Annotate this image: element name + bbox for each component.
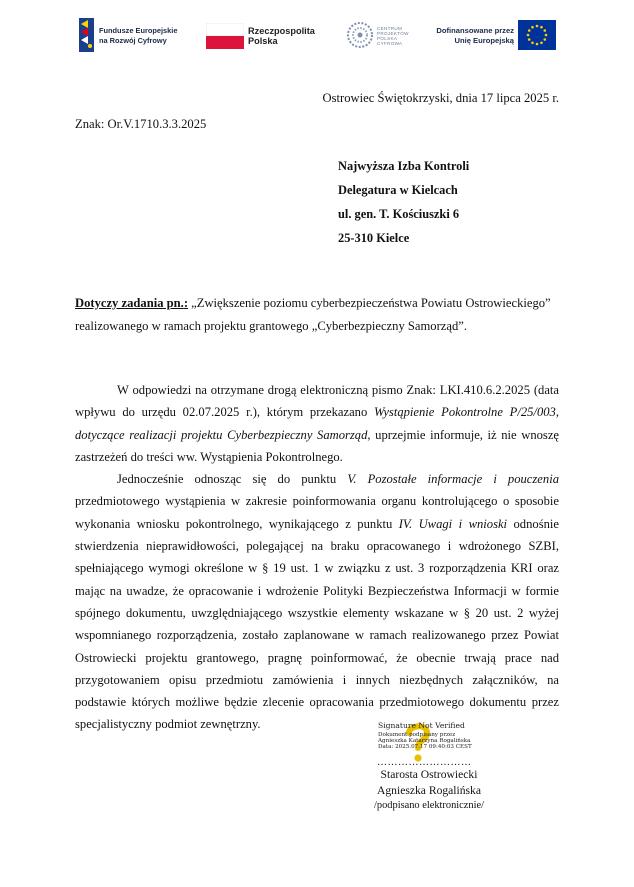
logo-fundusze-europejskie <box>78 16 180 54</box>
logo-unia-europejska <box>434 16 556 54</box>
paragraph-text: , uprzejmie informuje, iż nie wnoszę zastrzeżeń do treści ww. Wystąpienia Pokontrolnego. <box>75 427 560 464</box>
fe-emblem-icon <box>78 16 96 54</box>
eu-star-icon <box>543 29 546 32</box>
paragraph-italic-text: V. Pozostałe informacje i pouczenia <box>347 472 559 487</box>
reference-number: Znak: Or.V.1710.3.3.2025 <box>75 117 207 131</box>
eu-star-icon <box>528 38 531 41</box>
paragraph-1 <box>75 379 559 468</box>
signature-name: Agnieszka Rogalińska <box>377 784 481 797</box>
paragraph-text: W odpowiedzi na otrzymane drogą elektroniczną pismo Znak: LKI.410.6.2.2025 (data wpływu do urzędu 02.07.2025 r.), którym przekazano <box>75 383 559 420</box>
logo-cpp-text: CENTRUM PROJEKTÓW POLSKA CYFROWA <box>377 26 409 46</box>
eu-star-icon <box>527 34 530 37</box>
addressee-line: Najwyższa Izba Kontroli <box>338 159 470 173</box>
signature-note: /podpisano elektronicznie/ <box>374 800 484 811</box>
eu-star-icon <box>531 26 534 29</box>
signature-detail: Data: 2025.07.17 09:40:03 CEST <box>378 744 472 750</box>
eu-star-icon <box>536 25 539 28</box>
subject <box>75 292 561 338</box>
signature-status: Signature Not Verified <box>378 721 465 730</box>
eu-star-icon <box>531 41 534 44</box>
paragraph-2 <box>75 468 559 736</box>
eu-star-icon <box>540 41 543 44</box>
subject-text: „Zwiększenie poziomu cyberbezpieczeństwa Powiatu Ostrowieckiego” realizowanego w ramach projektu grantowego „Cyberbezpieczny Samorząd”. <box>75 296 551 333</box>
eu-star-icon <box>536 43 539 46</box>
polish-flag-icon <box>206 23 244 49</box>
logo-cppc <box>346 16 416 54</box>
signature-detail: Agnieszka Katarzyna Rogalińska <box>378 738 471 744</box>
addressee-line: Delegatura w Kielcach <box>338 183 458 197</box>
paragraph-text: Jednocześnie odnosząc się do punktu <box>117 472 348 487</box>
paragraph-italic-text: IV. Uwagi i wnioski <box>398 516 508 531</box>
letter-body <box>75 379 559 736</box>
logo-ue-text: Dofinansowane przez Unię Europejską <box>436 26 514 45</box>
addressee-line: ul. gen. T. Kościuszki 6 <box>338 207 460 221</box>
logo-rp-text: Rzeczpospolita Polska <box>248 26 315 46</box>
eu-flag-icon <box>518 20 556 50</box>
eu-star-icon <box>528 29 531 32</box>
cppc-emblem-icon <box>346 20 374 50</box>
logo-fe-text: Fundusze Europejskie na Rozwój Cyfrowy <box>99 26 178 45</box>
paragraph-italic-text: Wystąpienie Pokontrolne P/25/003, dotyczące realizacji projektu Cyberbezpieczny Samorząd <box>75 405 559 442</box>
signature-title: Starosta Ostrowiecki <box>380 768 478 781</box>
subject-label: Dotyczy zadania pn. <box>75 296 184 310</box>
paragraph-text: przedmiotowego wystąpienia w zakresie poinformowania organu kontrolującego o sposobie wykonania wniosku pokontrolnego, wynikającego z punktu <box>75 494 559 531</box>
signature-detail: Dokument podpisany przez <box>378 732 456 738</box>
addressee-line: 25-310 Kielce <box>338 231 410 245</box>
eu-star-icon <box>543 38 546 41</box>
place-and-date: Ostrowiec Świętokrzyski, dnia 17 lipca 2025 r. <box>322 91 559 105</box>
logo-rzeczpospolita-polska <box>204 16 316 54</box>
eu-star-icon <box>545 34 548 37</box>
paragraph-text: odnośnie stwierdzenia nieprawidłowości, polegającej na braku opracowanego i wdrożonego SZBI, spełniającego wymogi określone w § 19 ust. 1 w związku z ust. 3 rozporządzenia KRI oraz mając na uwadze, że opracowanie i wdrożenie Polityki Bezpieczeństwa Informacji w formie spójnego dokumentu, uwzględniającego wszystkie elementy wskazane w § 20 ust. 2 wyżej wspomnianego rozporządzenia, zostało zaplanowane w ramach realizowanego przez Powiat Ostrowiecki projektu grantowego, pragnę poinformować, że obecnie trwają prace nad przygotowaniem opisu przedmiotu zamówienia i innych niezbędnych załączników, na podstawie których możliwe będzie zlecenie opracowania przedmiotowego dokumentu przez specjalistyczny podmiot zewnętrzny. <box>75 516 559 732</box>
eu-star-icon <box>540 26 543 29</box>
subject-colon: : <box>183 296 189 310</box>
header-logos <box>78 16 556 54</box>
signature-dots: ……………………… <box>377 757 472 768</box>
